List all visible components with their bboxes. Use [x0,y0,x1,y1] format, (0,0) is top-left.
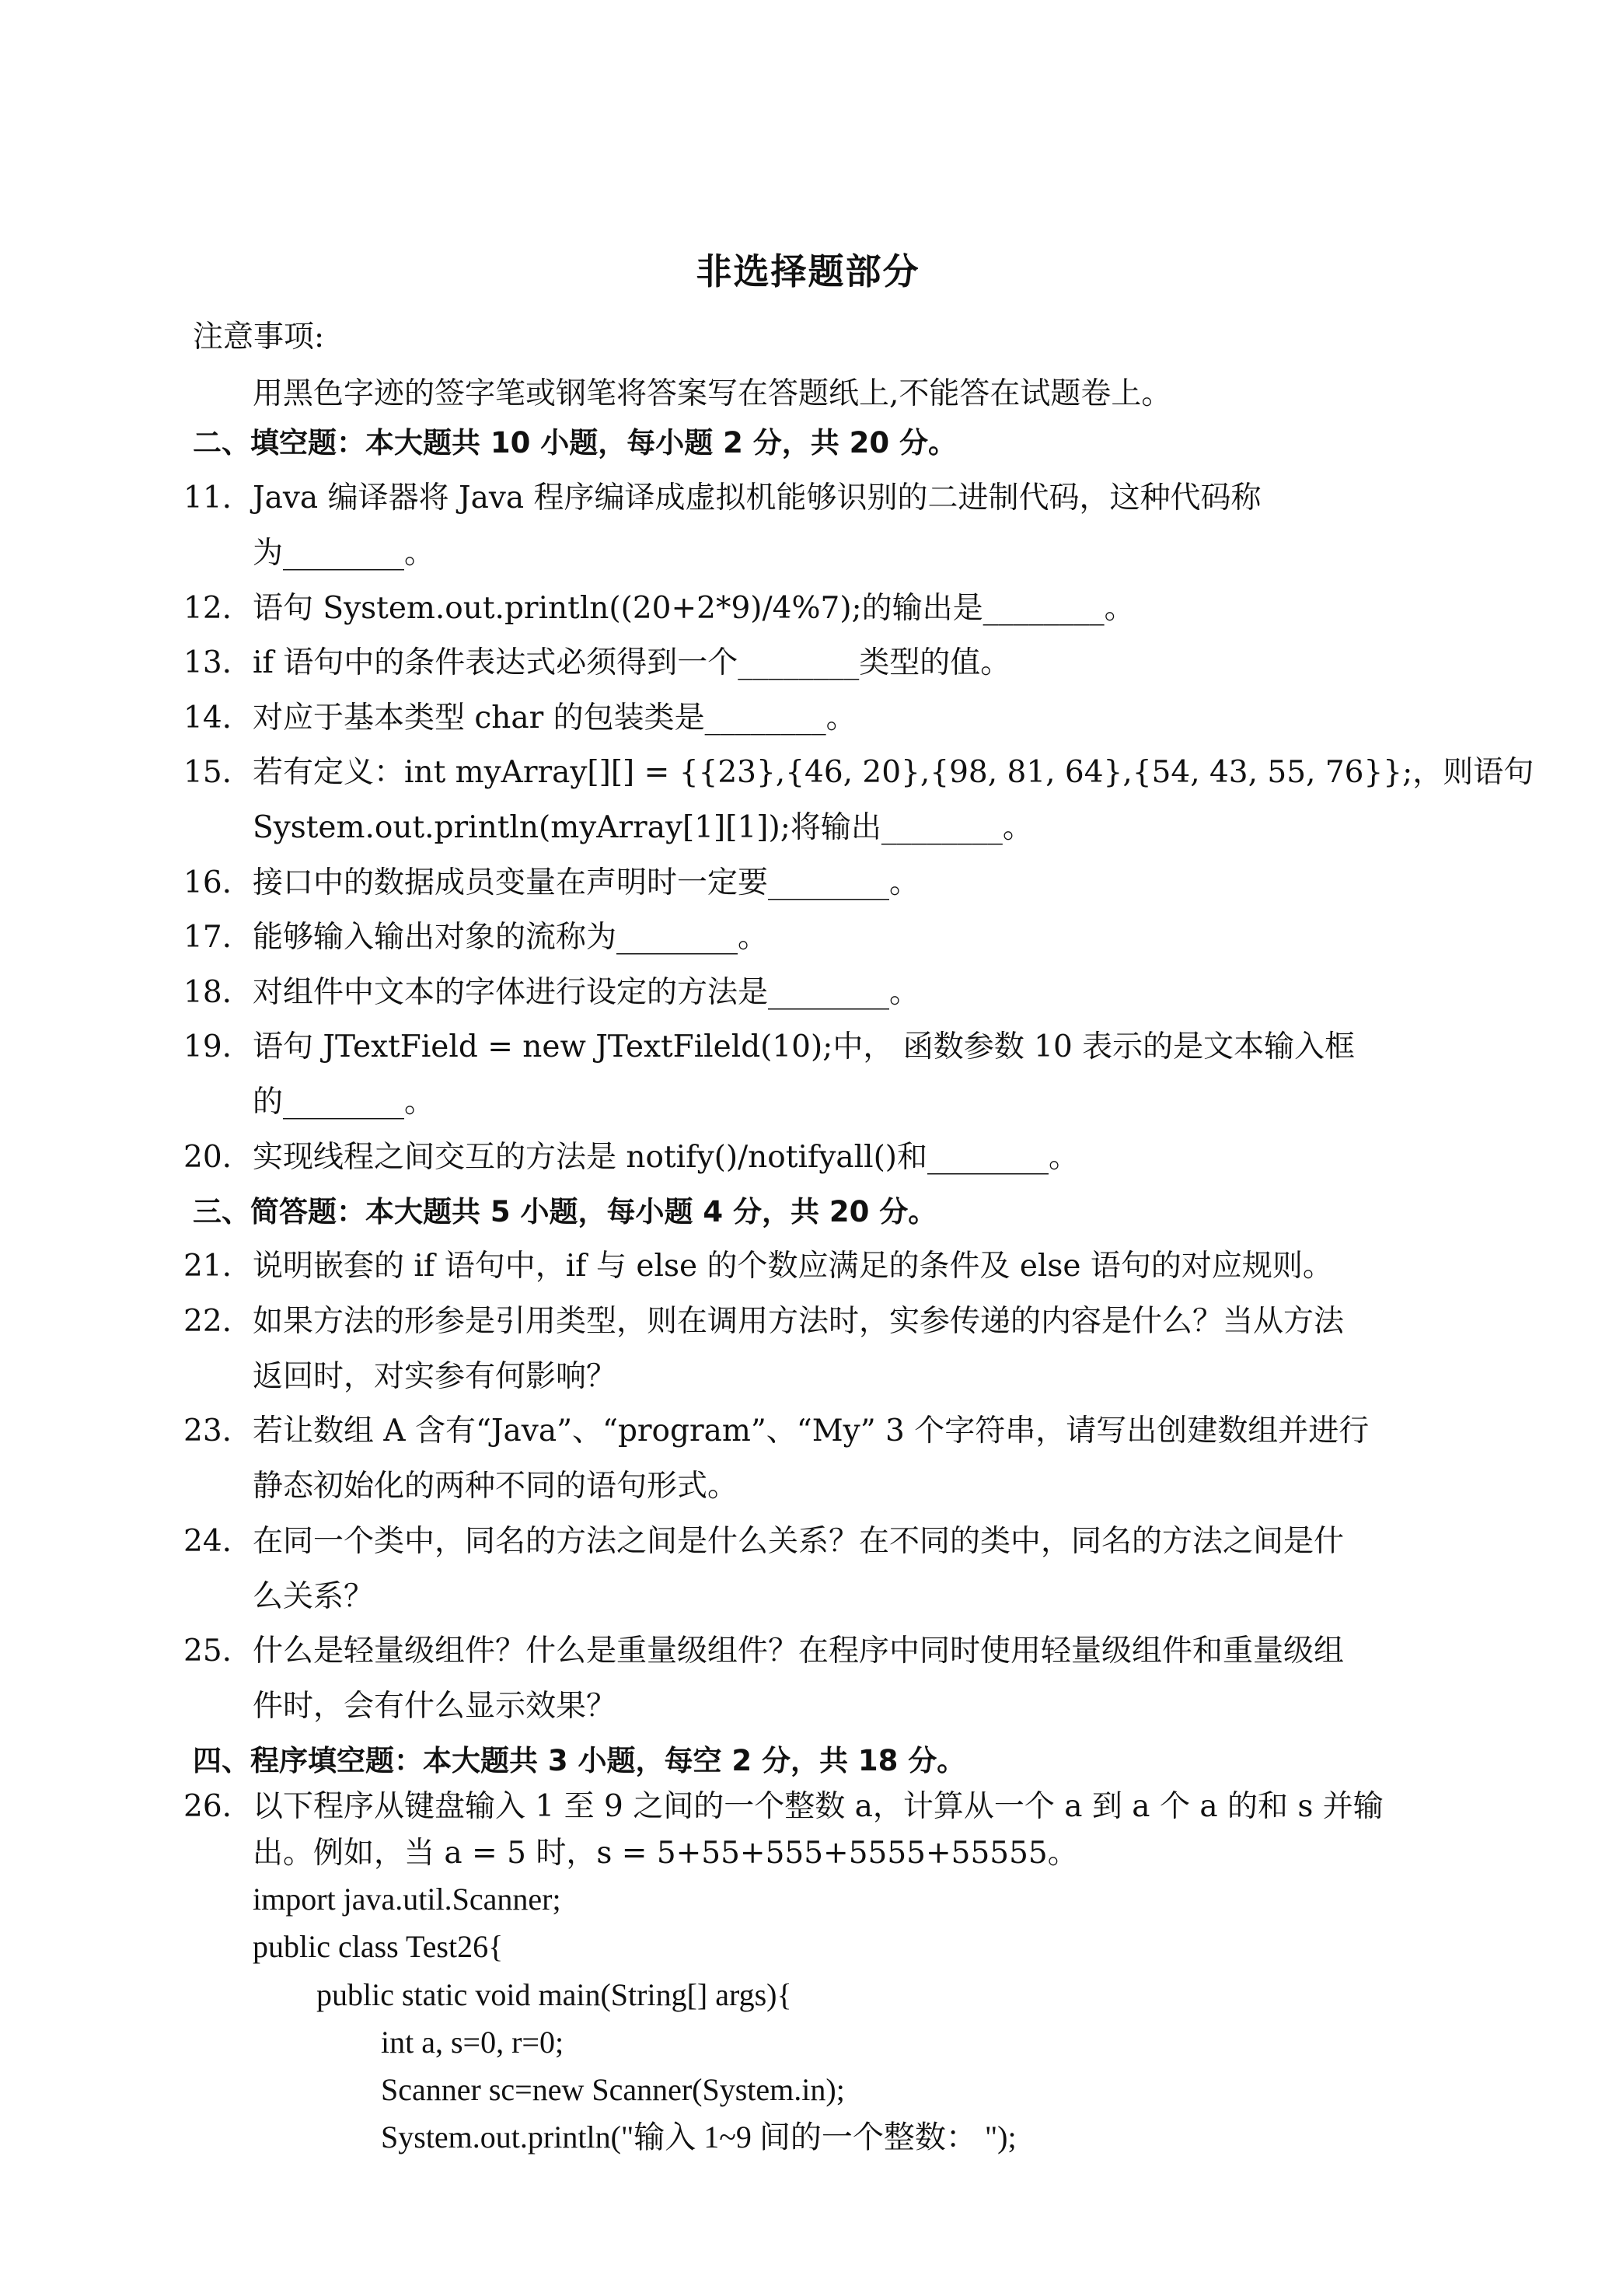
question-text: 为________。 [253,536,435,571]
question-number: 11. [183,481,232,515]
question-number: 24. [183,1524,232,1559]
code-line: System.out.println("输入 1~9 间的一个整数： "); [381,2120,1017,2154]
question-number: 22. [183,1304,232,1339]
question-text: 语句 JTextField = new JTextFileld(10);中， 函数参数 10 表示的是文本输入框 [253,1029,1356,1064]
question-number: 25. [183,1634,232,1669]
question-number: 19. [183,1029,232,1064]
section4-heading: 四、程序填空题：本大题共 3 小题，每空 2 分，共 18 分。 [193,1744,966,1777]
code-line: public class Test26{ [253,1929,504,1964]
question-text: 出。例如，当 a = 5 时，s = 5+55+555+5555+55555。 [253,1836,1078,1871]
question-number: 12. [183,591,232,626]
question-number: 20. [183,1140,232,1175]
question-text: 么关系？ [253,1579,375,1614]
question-text: Java 编译器将 Java 程序编译成虚拟机能够识别的二进制代码，这种代码称 [253,481,1262,515]
question-text: 语句 System.out.println((20+2*9)/4%7);的输出是________。 [253,591,1135,626]
section3-heading: 三、简答题：本大题共 5 小题，每小题 4 分，共 20 分。 [193,1195,937,1228]
question-text: 若让数组 A 含有“Java”、“program”、“My” 3 个字符串，请写出创建数组并进行 [253,1414,1370,1449]
question-text: 以下程序从键盘输入 1 至 9 之间的一个整数 a，计算从一个 a 到 a 个 a 的和 s 并输 [253,1789,1384,1824]
question-text: 什么是轻量级组件？什么是重量级组件？在程序中同时使用轻量级组件和重量级组 [253,1634,1345,1669]
section2-heading: 二、填空题：本大题共 10 小题，每小题 2 分，共 20 分。 [193,426,958,460]
question-number: 21. [183,1249,232,1284]
question-text: 对组件中文本的字体进行设定的方法是________。 [253,975,920,1010]
question-text: 如果方法的形参是引用类型，则在调用方法时，实参传递的内容是什么？当从方法 [253,1304,1345,1339]
question-text: if 语句中的条件表达式必须得到一个________类型的值。 [253,645,1011,680]
question-number: 14. [183,701,232,736]
code-line: public static void main(String[] args){ [316,1977,792,2012]
question-text: 能够输入输出对象的流称为________。 [253,920,769,955]
question-number: 23. [183,1414,232,1449]
notice-heading: 注意事项: [193,320,325,355]
question-text: 静态初始化的两种不同的语句形式。 [253,1469,738,1504]
question-text: 接口中的数据成员变量在声明时一定要________。 [253,865,920,900]
question-number: 16. [183,865,232,900]
question-number: 13. [183,645,232,680]
question-text: 返回时，对实参有何影响？ [253,1359,617,1394]
question-text: 件时，会有什么显示效果？ [253,1689,617,1724]
question-number: 18. [183,975,232,1010]
notice-text: 用黑色字迹的签字笔或钢笔将答案写在答题纸上,不能答在试题卷上。 [253,376,1172,411]
question-text: 说明嵌套的 if 语句中，if 与 else 的个数应满足的条件及 else 语句的对应规则。 [253,1249,1333,1284]
question-text: 在同一个类中，同名的方法之间是什么关系？在不同的类中，同名的方法之间是什 [253,1524,1345,1559]
question-text: System.out.println(myArray[1][1]);将输出________。 [253,810,1033,845]
code-line: Scanner sc=new Scanner(System.in); [381,2072,845,2107]
code-line: import java.util.Scanner; [253,1882,561,1917]
question-number: 17. [183,920,232,955]
question-text: 若有定义：int myArray[][] = {{23},{46, 20},{98, 81, 64},{54, 43, 55, 76}};，则语句 [253,755,1534,790]
question-text: 实现线程之间交互的方法是 notify()/notifyall()和________。 [253,1140,1080,1175]
question-number: 26. [183,1789,232,1824]
code-line: int a, s=0, r=0; [381,2025,564,2060]
page-title: 非选择题部分 [696,250,920,292]
question-text: 的________。 [253,1085,435,1120]
question-number: 15. [183,755,232,790]
question-text: 对应于基本类型 char 的包装类是________。 [253,701,857,736]
